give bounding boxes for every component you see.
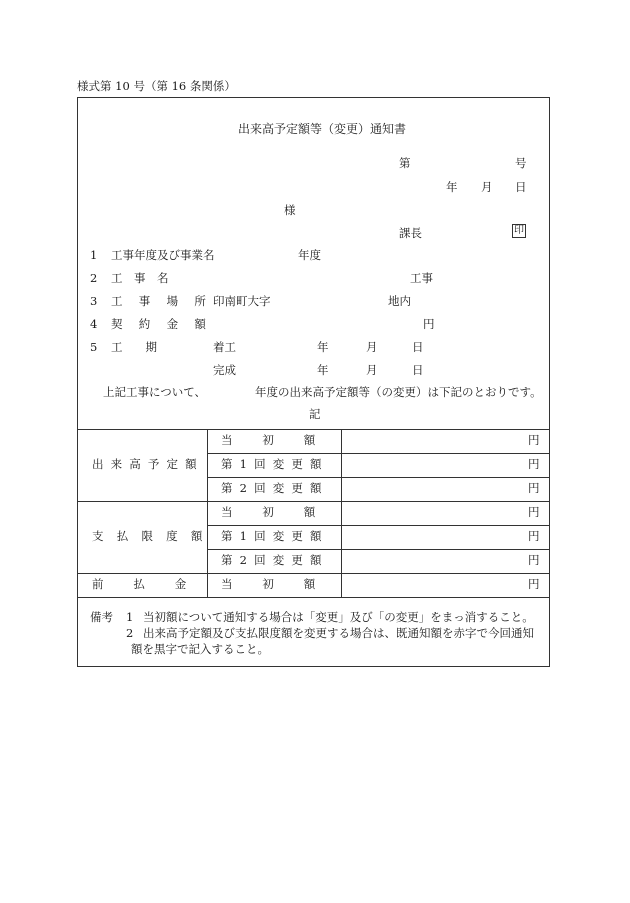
number-prefix: 第 (399, 156, 411, 170)
table-bottom-border (77, 597, 550, 598)
issuer-title: 課長 (399, 226, 422, 240)
row-unit: 円 (528, 481, 540, 495)
row-kind: 第1回変更額 (221, 529, 329, 543)
item-3-label: 工 事 場 所 (111, 294, 213, 308)
item-5-start-day: 日 (412, 340, 424, 354)
row-unit: 円 (528, 553, 540, 567)
table-row-divider (207, 549, 550, 550)
item-4-number: 4 (90, 317, 98, 331)
table-row-divider (207, 477, 550, 478)
group-label-shiharai: 支払限度額 (92, 529, 216, 543)
ki-heading: 記 (309, 407, 321, 421)
item-5-end-year: 年 (317, 363, 329, 377)
date-month: 月 (481, 180, 493, 194)
row-unit: 円 (528, 529, 540, 543)
table-row-divider (207, 453, 550, 454)
row-kind: 第2回変更額 (221, 553, 329, 567)
remark-1-text: 当初額について通知する場合は「変更」及び「の変更」をまっ消すること。 (143, 610, 534, 624)
item-5-start-year: 年 (317, 340, 329, 354)
document-title: 出来高予定額等（変更）通知書 (238, 122, 407, 136)
table-col-divider (207, 429, 208, 597)
remark-1-number: 1 (126, 610, 134, 624)
item-5-end: 完成 (213, 363, 236, 377)
date-year: 年 (446, 180, 458, 194)
row-kind: 当初額 (221, 577, 346, 591)
item-1-number: 1 (90, 248, 98, 262)
remark-2-text: 出来高予定額及び支払限度額を変更する場合は、既通知額を赤字で今回通知 (143, 626, 534, 640)
remarks-heading: 備考 (90, 610, 113, 624)
row-unit: 円 (528, 505, 540, 519)
item-5-start: 着工 (213, 340, 236, 354)
item-5-end-day: 日 (412, 363, 424, 377)
item-4-value: 円 (423, 317, 435, 331)
table-top-border (77, 429, 550, 430)
date-day: 日 (515, 180, 527, 194)
item-1-label: 工事年度及び事業名 (111, 248, 215, 262)
item-5-label: 工 期 (111, 340, 157, 354)
statement-part2: 年度の出来高予定額等（の変更）は下記のとおりです。 (255, 385, 542, 399)
item-3-value-a: 印南町大字 (213, 294, 271, 308)
form-number-label: 様式第 10 号（第 16 条関係） (77, 79, 236, 93)
item-3-value-b: 地内 (388, 294, 411, 308)
table-group-divider (77, 501, 550, 502)
item-2-number: 2 (90, 271, 98, 285)
group-label-maebarai: 前払金 (92, 577, 217, 591)
item-4-label: 契 約 金 額 (111, 317, 213, 331)
table-group-divider (77, 573, 550, 574)
row-unit: 円 (528, 457, 540, 471)
row-kind: 第2回変更額 (221, 481, 329, 495)
group-label-dekidaka: 出来高予定額 (92, 457, 204, 471)
item-5-number: 5 (90, 340, 98, 354)
row-unit: 円 (528, 433, 540, 447)
row-kind: 第1回変更額 (221, 457, 329, 471)
row-unit: 円 (528, 577, 540, 591)
item-1-value: 年度 (298, 248, 321, 262)
item-5-end-month: 月 (366, 363, 378, 377)
item-2-value: 工事 (410, 271, 433, 285)
remark-2-number: 2 (126, 626, 134, 640)
item-5-start-month: 月 (366, 340, 378, 354)
remark-2-text-cont: 額を黒字で記入すること。 (131, 642, 269, 656)
item-3-number: 3 (90, 294, 98, 308)
row-kind: 当初額 (221, 505, 346, 519)
addressee-honorific: 様 (284, 203, 296, 217)
seal-mark: 印 (514, 225, 524, 236)
item-2-label: 工 事 名 (111, 271, 169, 285)
row-kind: 当初額 (221, 433, 346, 447)
statement-part1: 上記工事について、 (103, 385, 207, 399)
table-row-divider (207, 525, 550, 526)
number-suffix: 号 (515, 156, 527, 170)
